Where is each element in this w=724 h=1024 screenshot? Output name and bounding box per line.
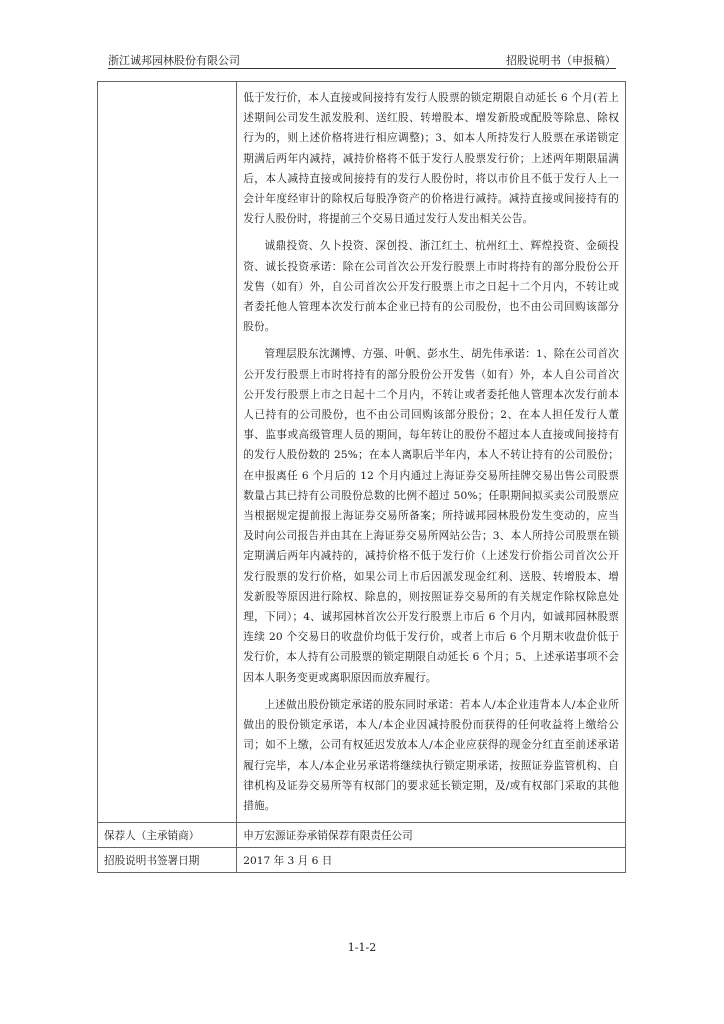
document-title: 招股说明书（申报稿） <box>506 54 616 67</box>
commitment-paragraph: 低于发行价，本人直接或间接持有发行人股票的锁定期限自动延长 6 个月(若上述期间公司发生派发股利、送红股、转增股本、增发新股或配股等除息、除权行为的，则上述价格将进行相应调整)；3、如本人所持发行人股票在承诺锁定期满后两年内减持，减持价格将不低于发行人股票发行价；上述两年期限届满后，本人减持直接或间接持有的发行人股份时，将以市价且不低于发行人上一会计年度经审计的除权后每股净资产的价格进行减持。减持直接或间接持有的发行人股份时，将提前三个交易日通过发行人发出相关公告。 <box>243 92 619 226</box>
commitment-paragraph: 诚鼎投资、久卜投资、深创投、浙江红土、杭州红土、辉煌投资、金硕投资、诚长投资承诺：除在公司首次公开发行股票上市时将持有的部分股份公开发售（如有）外，自公司首次公开发行股票上市之日起十二个月内，不转让或者委托他人管理本次发行前本企业已持有的公司股份，也不由公司回购该部分股份。 <box>243 240 619 334</box>
signing-date-label: 招股说明书签署日期 <box>98 848 237 873</box>
commitment-label-cell <box>98 82 237 823</box>
commitment-paragraph: 上述做出股份锁定承诺的股东同时承诺：若本人/本企业违背本人/本企业所做出的股份锁定承诺，本人/本企业因减持股份而获得的任何收益将上缴给公司；如不上缴，公司有权延迟发放本人/本企业应获得的现金分红直至前述承诺履行完毕，本人/本企业另承诺将继续执行锁定期承诺，按照证券监管机构、自律机构及证券交易所等有权部门的要求延长锁定期，及/或有权部门采取的其他措施。 <box>243 698 619 812</box>
sponsor-label: 保荐人（主承销商） <box>98 823 237 848</box>
signing-date-row <box>98 848 626 873</box>
commitment-row <box>98 82 626 823</box>
page-number: 1-1-2 <box>347 941 377 954</box>
signing-date-value: 2017 年 3 月 6 日 <box>237 848 626 873</box>
commitment-content-cell <box>237 82 626 823</box>
commitment-paragraph: 管理层股东沈渊博、方强、叶帆、彭水生、胡先伟承诺：1、除在公司首次公开发行股票上市时将持有的部分股份公开发售（如有）外，本人自公司首次公开发行股票上市之日起十二个月内，不转让或者委托他人管理本次发行前本人已持有的公司股份，也不由公司回购该部分股份；2、在本人担任发行人董事、监事或高级管理人员的期间，每年转让的股份不超过本人直接或间接持有的发行人股份数的 25%；在本人离职后半年内，本人不转让持有的公司股份；在申报离任 6 个月后的 12 个月内通过上海证券交易所挂牌交易出售公司股票数量占其已持有公司股份总数的比例不超过 50%；任职期间拟买卖公司股票应当根据规定提前报上海证券交易所备案；所持诚邦园林股份发生变动的，应当及时向公司报告并由其在上海证券交易所网站公告；3、本人所持公司股票在锁定期满后两年内减持的，减持价格不低于发行价（上述发行价指公司首次公开发行股票的发行价格，如果公司上市后因派发现金红利、送股、转增股本、增发新股等原因进行除权、除息的，则按照证券交易所的有关规定作除权除息处理，下同）；4、诚邦园林首次公开发行股票上市后 6 个月内，如诚邦园林股票连续 20 个交易日的收盘价均低于发行价，或者上市后 6 个月期末收盘价低于发行价，本人持有公司股票的锁定期限自动延长 6 个月；5、上述承诺事项不会因本人职务变更或离职原因而放弃履行。 <box>243 348 619 684</box>
page-header <box>108 50 616 69</box>
company-name: 浙江诚邦园林股份有限公司 <box>108 54 240 67</box>
info-table <box>97 81 626 873</box>
sponsor-row <box>98 823 626 848</box>
sponsor-value: 申万宏源证券承销保荐有限责任公司 <box>237 823 626 848</box>
